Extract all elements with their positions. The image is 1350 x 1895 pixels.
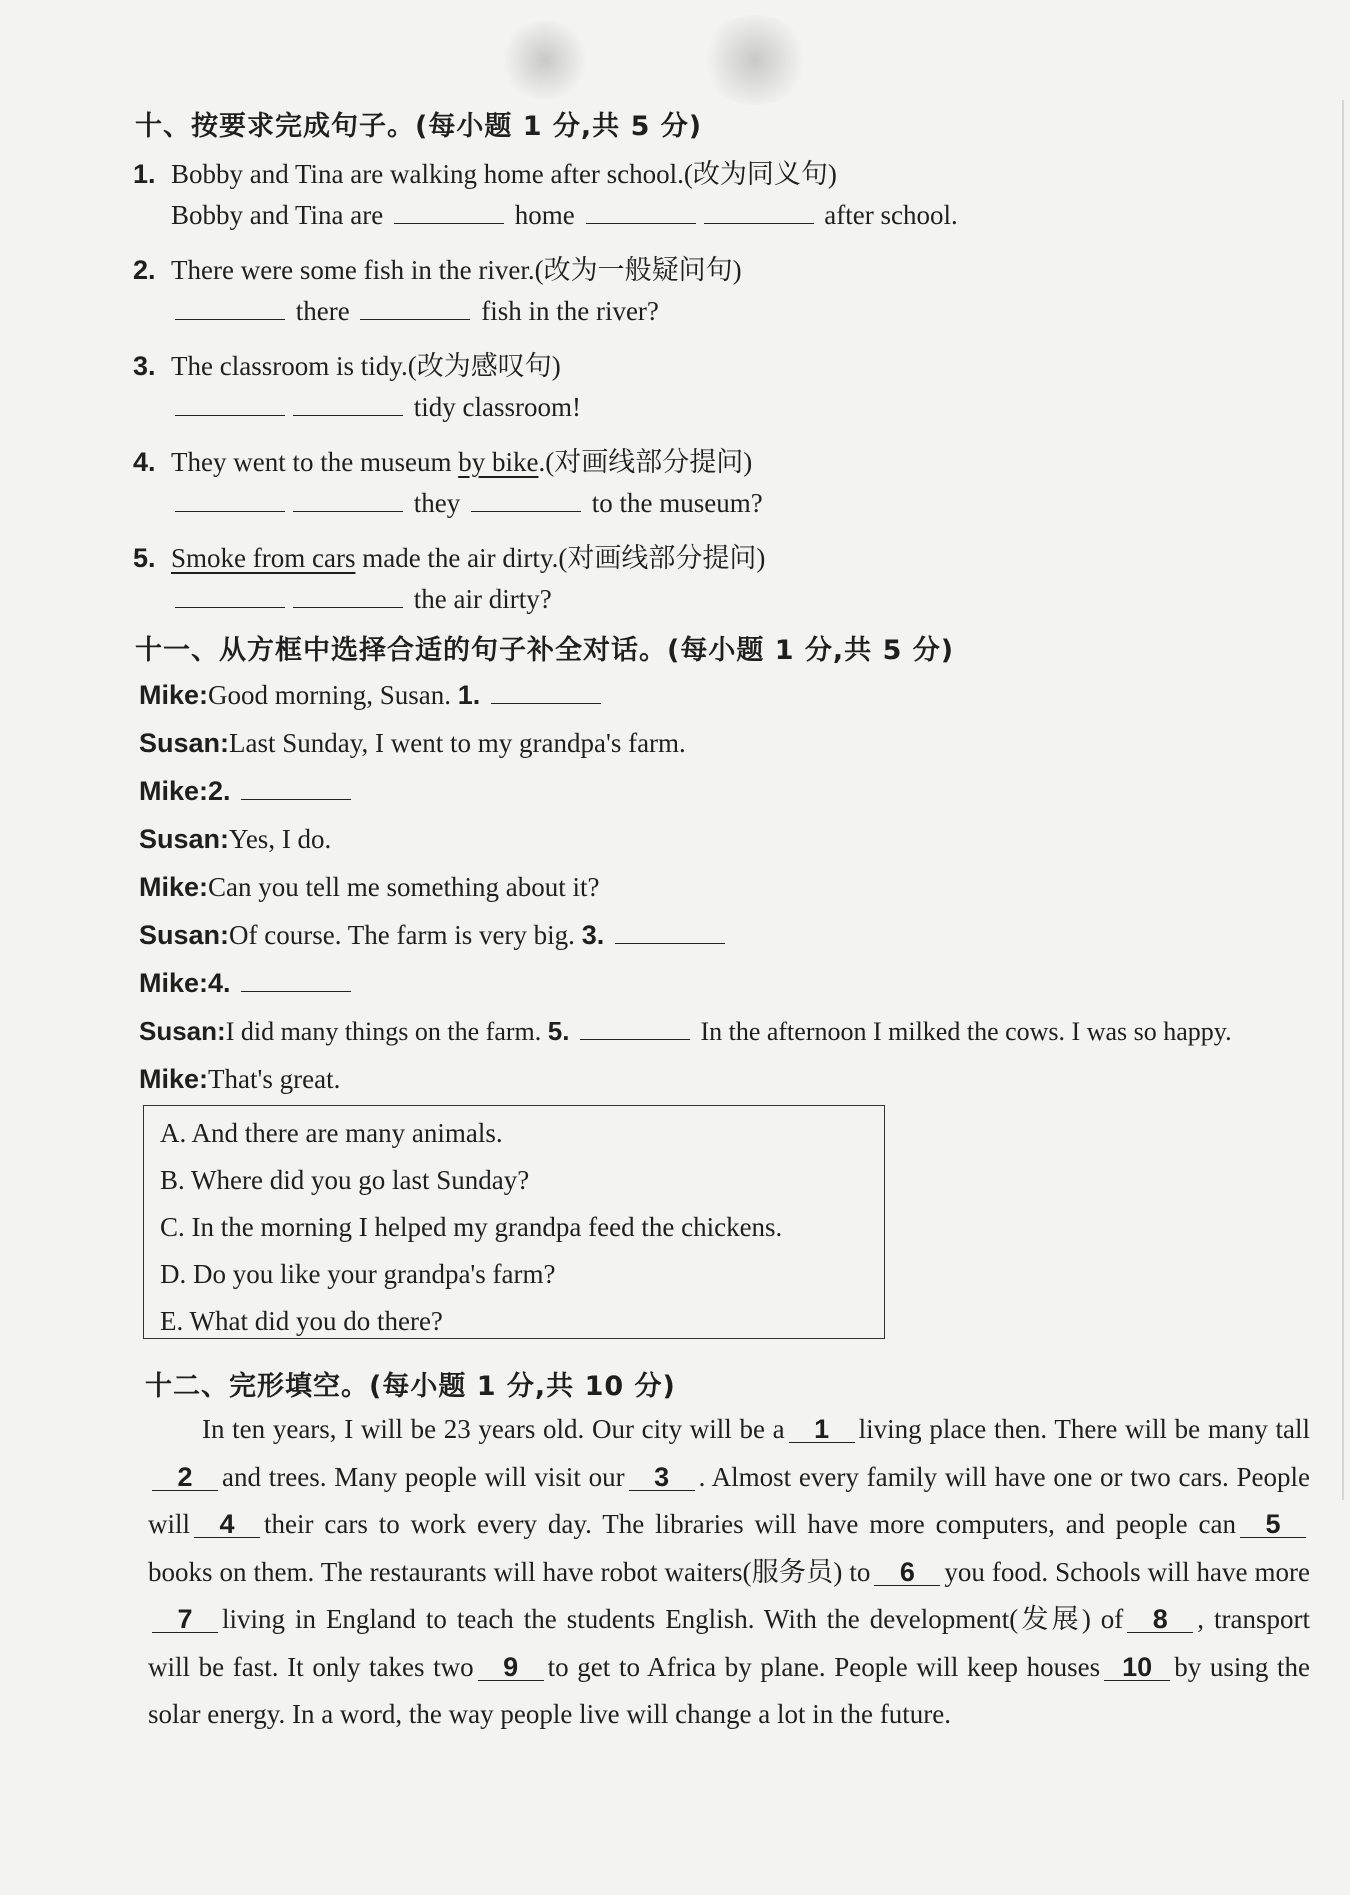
scan-smudge xyxy=(500,20,590,100)
answer-blank[interactable] xyxy=(586,201,696,224)
answer-blank[interactable] xyxy=(175,489,285,512)
cloze-blank[interactable]: 2 xyxy=(152,1464,218,1491)
answer-blank[interactable] xyxy=(615,921,725,944)
section-10-title: 十、按要求完成句子。(每小题 1 分,共 5 分) xyxy=(135,111,703,142)
cloze-blank[interactable]: 9 xyxy=(478,1654,544,1681)
answer-blank[interactable] xyxy=(293,393,403,416)
cloze-blank[interactable]: 7 xyxy=(152,1606,218,1633)
dialogue-line-6: Susan:Of course. The farm is very big. 3. xyxy=(139,920,729,951)
answer-blank[interactable] xyxy=(175,585,285,608)
answer-blank[interactable] xyxy=(394,201,504,224)
cloze-blank[interactable]: 4 xyxy=(194,1511,260,1538)
option-a: A. And there are many animals. xyxy=(160,1118,503,1148)
answer-blank[interactable] xyxy=(580,1017,690,1040)
dialogue-line-2: Susan:Last Sunday, I went to my grandpa's farm. xyxy=(139,728,686,758)
answer-4: they to the museum? xyxy=(171,488,763,519)
scan-edge xyxy=(1342,100,1344,1500)
dialogue-line-3: Mike:2. xyxy=(139,776,355,807)
question-3: 3. The classroom is tidy.(改为感叹句) xyxy=(133,351,561,381)
question-5: 5. Smoke from cars made the air dirty.(对画线部分提问) xyxy=(133,543,766,573)
cloze-blank[interactable]: 8 xyxy=(1127,1606,1193,1633)
section-11-title: 十一、从方框中选择合适的句子补全对话。(每小题 1 分,共 5 分) xyxy=(135,635,955,666)
answer-blank[interactable] xyxy=(241,777,351,800)
question-4: 4. They went to the museum by bike.(对画线部分提问) xyxy=(133,447,753,477)
dialogue-line-8: Susan:I did many things on the farm. 5. In the afternoon I milked the cows. I was so happy. xyxy=(139,1016,1232,1046)
option-b: B. Where did you go last Sunday? xyxy=(160,1165,530,1195)
answer-5: the air dirty? xyxy=(171,584,552,615)
dialogue-line-5: Mike:Can you tell me something about it? xyxy=(139,872,600,902)
option-c: C. In the morning I helped my grandpa feed the chickens. xyxy=(160,1212,783,1242)
cloze-blank[interactable]: 5 xyxy=(1240,1511,1306,1538)
scan-smudge xyxy=(700,15,810,105)
answer-blank[interactable] xyxy=(471,489,581,512)
answer-blank[interactable] xyxy=(175,297,285,320)
question-2: 2. There were some fish in the river.(改为一般疑问句) xyxy=(133,255,742,285)
cloze-blank[interactable]: 3 xyxy=(629,1464,695,1491)
answer-2: there fish in the river? xyxy=(171,296,659,327)
answer-blank[interactable] xyxy=(360,297,470,320)
section-12-title: 十二、完形填空。(每小题 1 分,共 10 分) xyxy=(145,1371,676,1402)
dialogue-line-7: Mike:4. xyxy=(139,968,355,999)
answer-blank[interactable] xyxy=(241,969,351,992)
option-d: D. Do you like your grandpa's farm? xyxy=(160,1259,556,1289)
cloze-passage: In ten years, I will be 23 years old. Our city will be a 1 living place then. There will be many tall2 and trees. Many people will visit our 3 . Almost every family will have one or two cars. People will 4 their cars to work every day. The libraries will have more computers, and people can 5books on them. The restaurants will have robot waiters(服务员) to 6 you food. Schools will have more7 living in England to teach the students English. With the development(发展) of 8 , transport will be fast. It only takes two 9 to get to Africa by plane. People will keep houses 10 by using the solar energy. In a word, the way people live will change a lot in the future. xyxy=(148,1414,1310,1729)
answer-blank[interactable] xyxy=(491,681,601,704)
answer-3: tidy classroom! xyxy=(171,392,581,423)
dialogue-line-4: Susan:Yes, I do. xyxy=(139,824,332,854)
question-1: 1. Bobby and Tina are walking home after school.(改为同义句) xyxy=(133,159,837,189)
option-e: E. What did you do there? xyxy=(160,1306,443,1336)
cloze-blank[interactable]: 6 xyxy=(874,1559,940,1586)
options-box xyxy=(143,1105,885,1339)
answer-1: Bobby and Tina are home after school. xyxy=(171,200,958,230)
dialogue-line-9: Mike:That's great. xyxy=(139,1064,341,1094)
answer-blank[interactable] xyxy=(175,393,285,416)
cloze-blank[interactable]: 10 xyxy=(1104,1654,1170,1681)
answer-blank[interactable] xyxy=(704,201,814,224)
answer-blank[interactable] xyxy=(293,489,403,512)
dialogue-line-1: Mike:Good morning, Susan. 1. xyxy=(139,680,605,711)
cloze-blank[interactable]: 1 xyxy=(789,1416,855,1443)
answer-blank[interactable] xyxy=(293,585,403,608)
